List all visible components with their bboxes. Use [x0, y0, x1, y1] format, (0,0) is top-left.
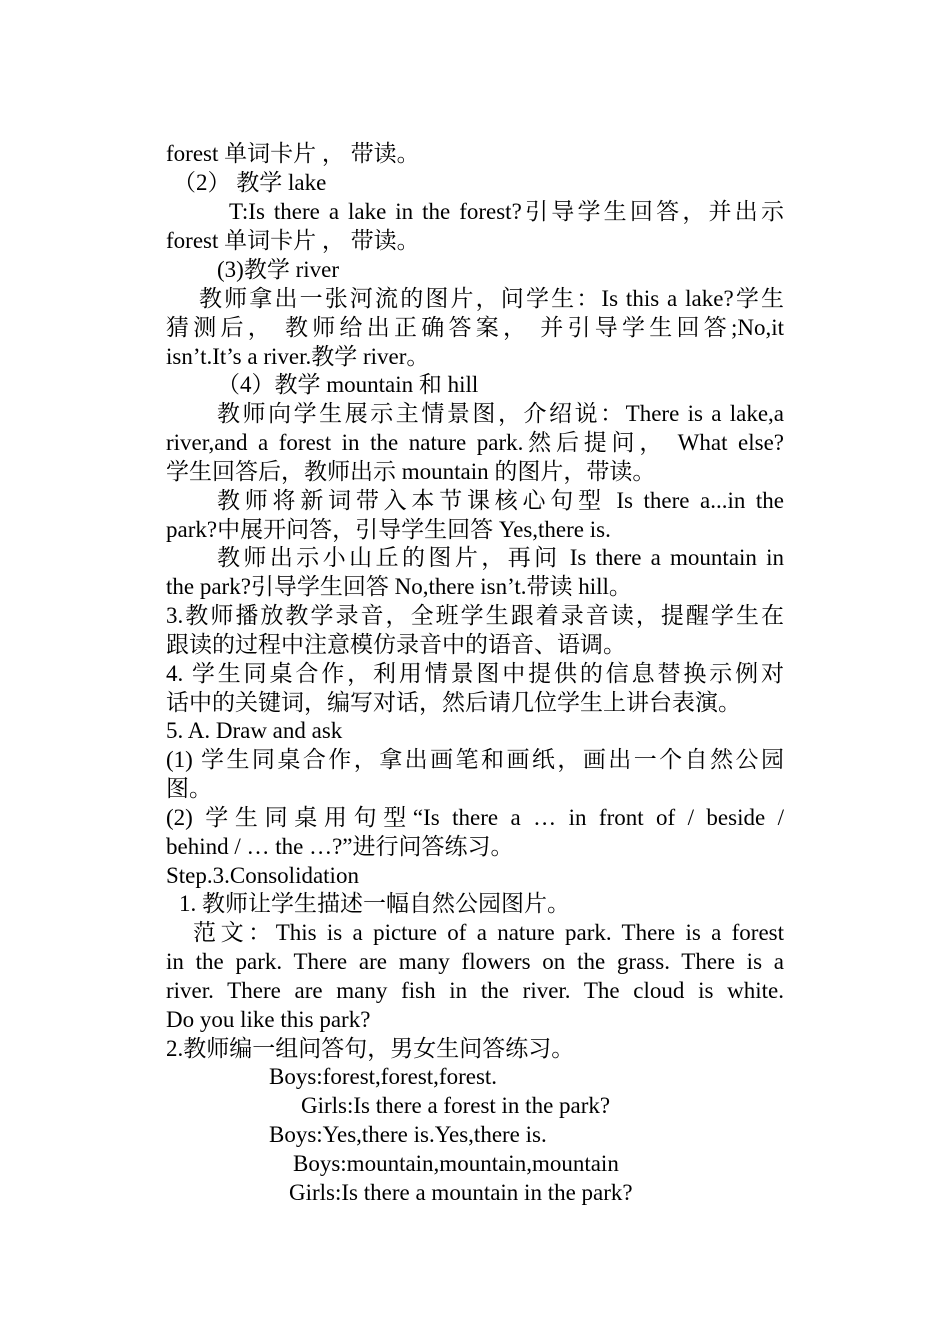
- text-line: river,and a forest in the nature park.然后提问， What else?: [166, 430, 784, 455]
- text-line: 教师向学生展示主情景图，介绍说：There is a lake,a: [217, 401, 784, 426]
- text-line: 教师将新词带入本节课核心句型 Is there a...in the: [217, 488, 784, 513]
- text-line: behind / … the …?”进行问答练习。: [166, 834, 514, 859]
- text-line: forest 单词卡片 ， 带读。: [166, 141, 420, 166]
- dialogue-line: Girls:Is there a mountain in the park?: [289, 1180, 633, 1205]
- text-line: T:Is there a lake in the forest?引导学生回答，并出示: [229, 199, 784, 224]
- text-line: 教师拿出一张河流的图片，问学生：Is this a lake?学生: [199, 286, 784, 311]
- text-line: forest 单词卡片 ， 带读。: [166, 228, 420, 253]
- text-line: 2.教师编一组问答句，男女生问答练习。: [166, 1036, 575, 1061]
- text-line: 话中的关键词，编写对话，然后请几位学生上讲台表演。: [166, 690, 741, 715]
- text-line: 教师出示小山丘的图片，再问 Is there a mountain in: [217, 545, 784, 570]
- text-line: 跟读的过程中注意模仿录音中的语音、语调。: [166, 632, 626, 657]
- text-line: Step.3.Consolidation: [166, 863, 359, 888]
- text-line: 图。: [166, 776, 212, 801]
- text-line: park?中展开问答，引导学生回答 Yes,there is.: [166, 517, 611, 542]
- text-line: （4）教学 mountain 和 hill: [217, 372, 479, 397]
- text-line: (1) 学生同桌合作，拿出画笔和画纸，画出一个自然公园: [166, 747, 784, 772]
- text-line: in the park. There are many flowers on the grass. There is a: [166, 949, 784, 974]
- dialogue-line: Boys:Yes,there is.Yes,there is.: [269, 1122, 547, 1147]
- text-line: 3.教师播放教学录音，全班学生跟着录音读，提醒学生在: [166, 603, 784, 628]
- text-line: (2) 学生同桌用句型“Is there a … in front of / beside /: [166, 805, 784, 830]
- text-line: isn’t.It’s a river.教学 river。: [166, 344, 430, 369]
- text-line: 范文：This is a picture of a nature park. There is a forest: [193, 920, 784, 945]
- text-line: Do you like this park?: [166, 1007, 371, 1032]
- dialogue-line: Boys:mountain,mountain,mountain: [293, 1151, 619, 1176]
- text-line: 学生回答后，教师出示 mountain 的图片，带读。: [166, 459, 656, 484]
- text-line: 4. 学生同桌合作，利用情景图中提供的信息替换示例对: [166, 661, 784, 686]
- text-line: 5. A. Draw and ask: [166, 718, 343, 743]
- text-line: river. There are many fish in the river. The cloud is white.: [166, 978, 784, 1003]
- text-line: （2） 教学 lake: [173, 170, 327, 195]
- text-line: (3)教学 river: [217, 257, 339, 282]
- text-line: 猜测后， 教师给出正确答案， 并引导学生回答;No,it: [166, 315, 784, 340]
- dialogue-line: Boys:forest,forest,forest.: [269, 1064, 498, 1089]
- text-line: the park?引导学生回答 No,there isn’t.带读 hill。: [166, 574, 632, 599]
- dialogue-line: Girls:Is there a forest in the park?: [301, 1093, 611, 1118]
- text-line: 1. 教师让学生描述一幅自然公园图片。: [179, 891, 570, 916]
